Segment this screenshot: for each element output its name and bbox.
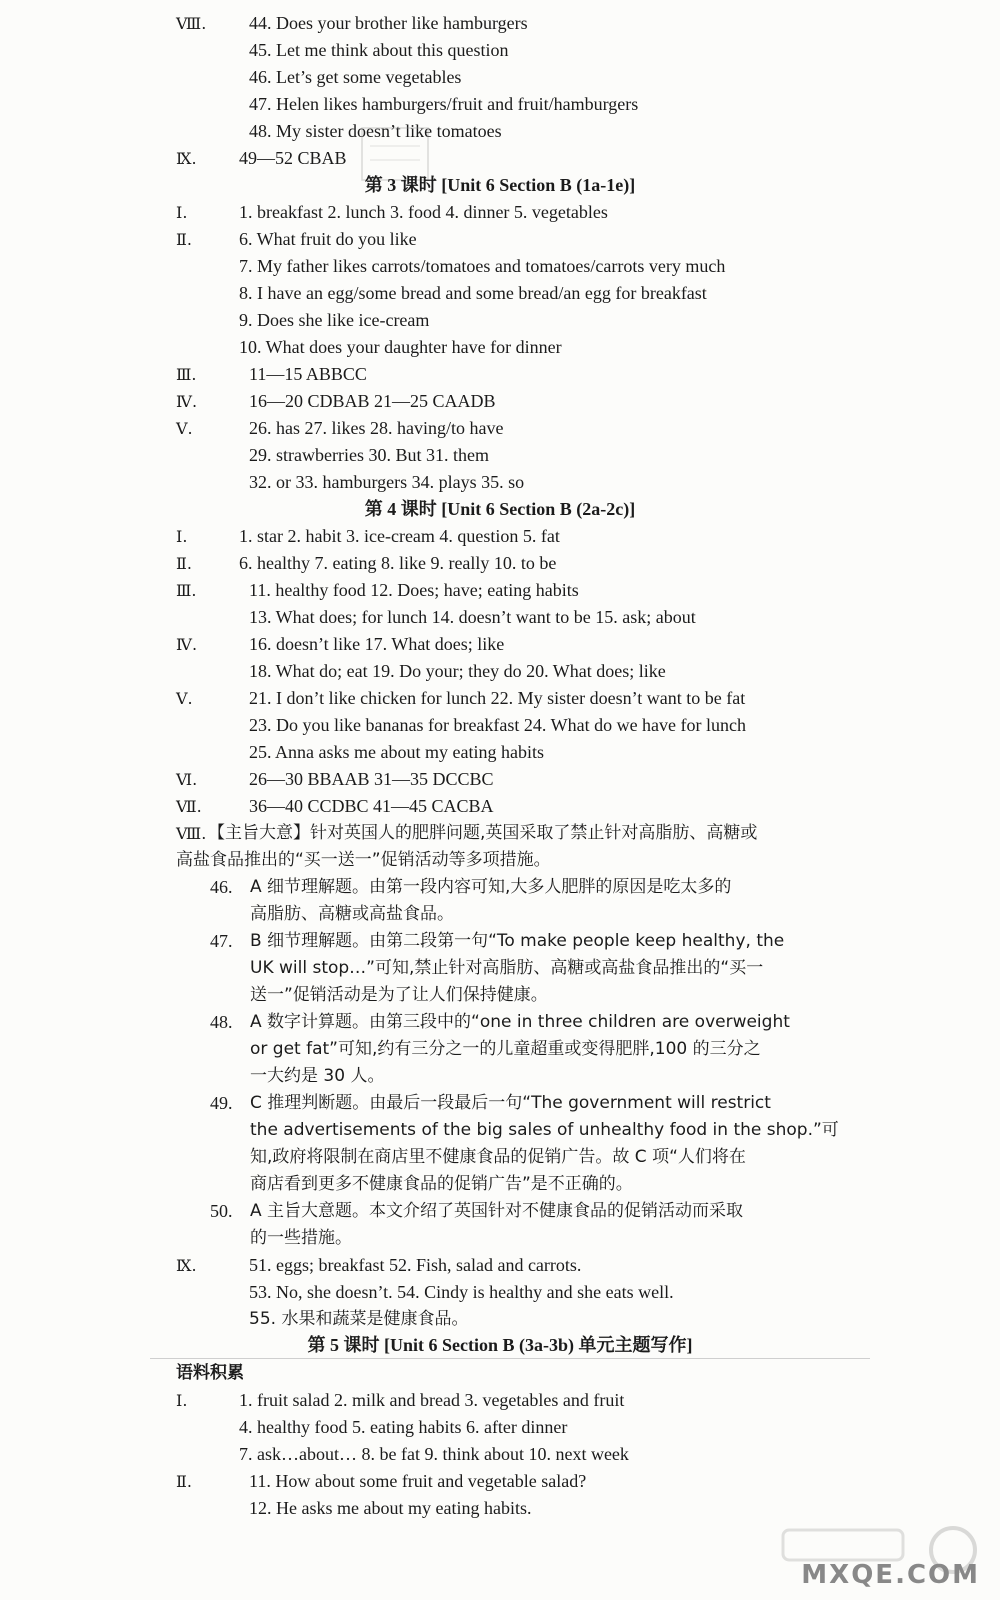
section-numeral: Ⅰ. [176,527,188,546]
section-numeral: Ⅷ. [176,14,207,33]
answer-line [0,820,1000,847]
answer-text: 13. What does; for lunch 14. doesn’t want to be 15. ask; about [249,607,696,627]
explanation-line [0,982,1000,1009]
answer-line [0,1441,1000,1468]
answer-line [0,658,1000,685]
answer-text: 46. Let’s get some vegetables [249,67,462,87]
explanation-text: the advertisements of the big sales of unhealthy food in the shop.”可 [250,1120,839,1140]
explanation-text: 商店看到更多不健康食品的促销广告”是不正确的。 [250,1174,633,1194]
question-number: 46. [210,877,233,897]
answer-line [0,334,1000,361]
lesson-heading: 第 5 课时 [Unit 6 Section B (3a-3b) 单元主题写作] [307,1335,693,1355]
answer-line [0,631,1000,658]
answer-text: 10. What does your daughter have for dinner [239,337,562,357]
explanation-line [0,901,1000,928]
section-label: 语料积累 [176,1363,244,1383]
answer-text: 7. My father likes carrots/tomatoes and tomatoes/carrots very much [239,256,726,276]
answer-line [0,145,1000,172]
answer-line [0,577,1000,604]
answer-line [0,118,1000,145]
answer-text: 26—30 BBAAB 31—35 DCCBC [249,769,494,789]
answer-text: 48. My sister doesn’t like tomatoes [249,121,502,141]
explanation-text: or get fat”可知,约有三分之一的儿童超重或变得肥胖,100 的三分之 [250,1039,761,1059]
answer-text: 6. What fruit do you like [239,229,417,249]
explanation-text: 一大约是 30 人。 [250,1066,385,1086]
watermark-text: MXQE.COM [801,1560,980,1590]
explanation-line [0,1117,1000,1144]
answer-text: 26. has 27. likes 28. having/to have [249,418,504,438]
answer-line [0,1306,1000,1333]
section-numeral: Ⅳ. [176,392,198,411]
lesson-heading: 第 4 课时 [Unit 6 Section B (2a-2c)] [364,499,636,519]
answer-line [0,1279,1000,1306]
explanation-line [0,1225,1000,1252]
question-number: 49. [210,1093,233,1113]
answer-text: 7. ask…about… 8. be fat 9. think about 10. next week [239,1444,629,1464]
answer-line [0,37,1000,64]
answer-line [0,442,1000,469]
answer-line [0,469,1000,496]
answer-line [0,550,1000,577]
explanation-line [0,874,1000,901]
answer-line [0,361,1000,388]
section-numeral: Ⅱ. [176,1472,192,1491]
section-numeral: Ⅷ. [176,824,207,843]
answer-text: 55. 水果和蔬菜是健康食品。 [249,1309,469,1329]
explanation-text: 的一些措施。 [250,1228,352,1248]
divider [150,1358,870,1359]
answer-text: 25. Anna asks me about my eating habits [249,742,544,762]
answer-text: 1. breakfast 2. lunch 3. food 4. dinner 5. vegetables [239,202,608,222]
explanation-text: A 主旨大意题。本文介绍了英国针对不健康食品的促销活动而采取 [250,1201,744,1221]
answer-text: 53. No, she doesn’t. 54. Cindy is healthy and she eats well. [249,1282,674,1302]
explanation-text: A 细节理解题。由第一段内容可知,大多人肥胖的原因是吃太多的 [250,877,732,897]
section-numeral: Ⅲ. [176,581,197,600]
answer-text: 49—52 CBAB [239,148,347,168]
explanation-line [0,1036,1000,1063]
answer-text: 44. Does your brother like hamburgers [249,13,528,33]
explanation-text: C 推理判断题。由最后一段最后一句“The government will restrict [250,1093,771,1113]
section-numeral: Ⅸ. [176,149,197,168]
answer-line [0,415,1000,442]
section-numeral: Ⅱ. [176,230,192,249]
main-idea-text: 【主旨大意】针对英国人的肥胖问题,英国采取了禁止针对高脂肪、高糖或 [208,823,758,843]
answer-line [0,766,1000,793]
answer-text: 21. I don’t like chicken for lunch 22. My sister doesn’t want to be fat [249,688,746,708]
answer-text: 12. He asks me about my eating habits. [249,1498,532,1518]
answer-line [0,280,1000,307]
explanation-text: B 细节理解题。由第二段第一句“To make people keep healthy, the [250,931,785,951]
explanation-text: A 数字计算题。由第三段中的“one in three children are overweight [250,1012,790,1032]
explanation-line [0,955,1000,982]
section-numeral: Ⅴ. [176,689,193,708]
section-numeral: Ⅶ. [176,797,202,816]
explanation-line [0,1090,1000,1117]
question-number: 50. [210,1201,233,1221]
answer-text: 16. doesn’t like 17. What does; like [249,634,505,654]
explanation-line [0,1144,1000,1171]
section-numeral: Ⅰ. [176,1391,188,1410]
lesson-heading: 第 3 课时 [Unit 6 Section B (1a-1e)] [364,175,636,195]
answer-text: 32. or 33. hamburgers 34. plays 35. so [249,472,525,492]
main-idea-text: 高盐食品推出的“买一送一”促销活动等多项措施。 [176,850,551,870]
answer-line [0,10,1000,37]
explanation-text: 知,政府将限制在商店里不健康食品的促销广告。故 C 项“人们将在 [250,1147,746,1167]
question-number: 48. [210,1012,233,1032]
answer-text: 11—15 ABBCC [249,364,367,384]
answer-text: 11. healthy food 12. Does; have; eating habits [249,580,579,600]
section-numeral: Ⅰ. [176,203,188,222]
answer-text: 51. eggs; breakfast 52. Fish, salad and carrots. [249,1255,582,1275]
answer-line [0,226,1000,253]
answer-line [0,604,1000,631]
answer-line [0,793,1000,820]
answer-text: 16—20 CDBAB 21—25 CAADB [249,391,496,411]
explanation-line [0,1171,1000,1198]
section-numeral: Ⅳ. [176,635,198,654]
answer-line [0,199,1000,226]
answer-line [0,1468,1000,1495]
answer-line [0,739,1000,766]
answer-line [0,1387,1000,1414]
answer-text: 1. star 2. habit 3. ice-cream 4. question 5. fat [239,526,560,546]
answer-line [0,1495,1000,1522]
answer-line [0,1252,1000,1279]
section-numeral: Ⅲ. [176,365,197,384]
answer-line [0,253,1000,280]
answer-text: 36—40 CCDBC 41—45 CACBA [249,796,494,816]
answer-text: 8. I have an egg/some bread and some bread/an egg for breakfast [239,283,707,303]
answer-text: 1. fruit salad 2. milk and bread 3. vegetables and fruit [239,1390,625,1410]
explanation-text: 送一”促销活动是为了让人们保持健康。 [250,985,548,1005]
answer-line [0,91,1000,118]
answer-text: 47. Helen likes hamburgers/fruit and fruit/hamburgers [249,94,639,114]
explanation-line [0,1198,1000,1225]
explanation-line [0,1009,1000,1036]
answer-text: 4. healthy food 5. eating habits 6. after dinner [239,1417,568,1437]
explanation-line [0,928,1000,955]
question-number: 47. [210,931,233,951]
answer-text: 45. Let me think about this question [249,40,509,60]
explanation-text: UK will stop…”可知,禁止针对高脂肪、高糖或高盐食品推出的“买一 [250,958,764,978]
answer-line [0,1414,1000,1441]
answer-text: 29. strawberries 30. But 31. them [249,445,489,465]
answer-line [0,712,1000,739]
answer-text: 6. healthy 7. eating 8. like 9. really 10. to be [239,553,557,573]
answer-line [0,388,1000,415]
answer-text: 23. Do you like bananas for breakfast 24. What do we have for lunch [249,715,747,735]
section-numeral: Ⅵ. [176,770,198,789]
section-label-line [0,1360,1000,1387]
answer-line [0,523,1000,550]
answer-line [0,847,1000,874]
answer-text: 9. Does she like ice-cream [239,310,430,330]
answer-text: 18. What do; eat 19. Do your; they do 20. What does; like [249,661,666,681]
section-numeral: Ⅸ. [176,1256,197,1275]
answer-text: 11. How about some fruit and vegetable salad? [249,1471,587,1491]
section-numeral: Ⅴ. [176,419,193,438]
answer-line [0,64,1000,91]
section-numeral: Ⅱ. [176,554,192,573]
answer-line [0,307,1000,334]
answer-line [0,685,1000,712]
explanation-line [0,1063,1000,1090]
explanation-text: 高脂肪、高糖或高盐食品。 [250,904,454,924]
